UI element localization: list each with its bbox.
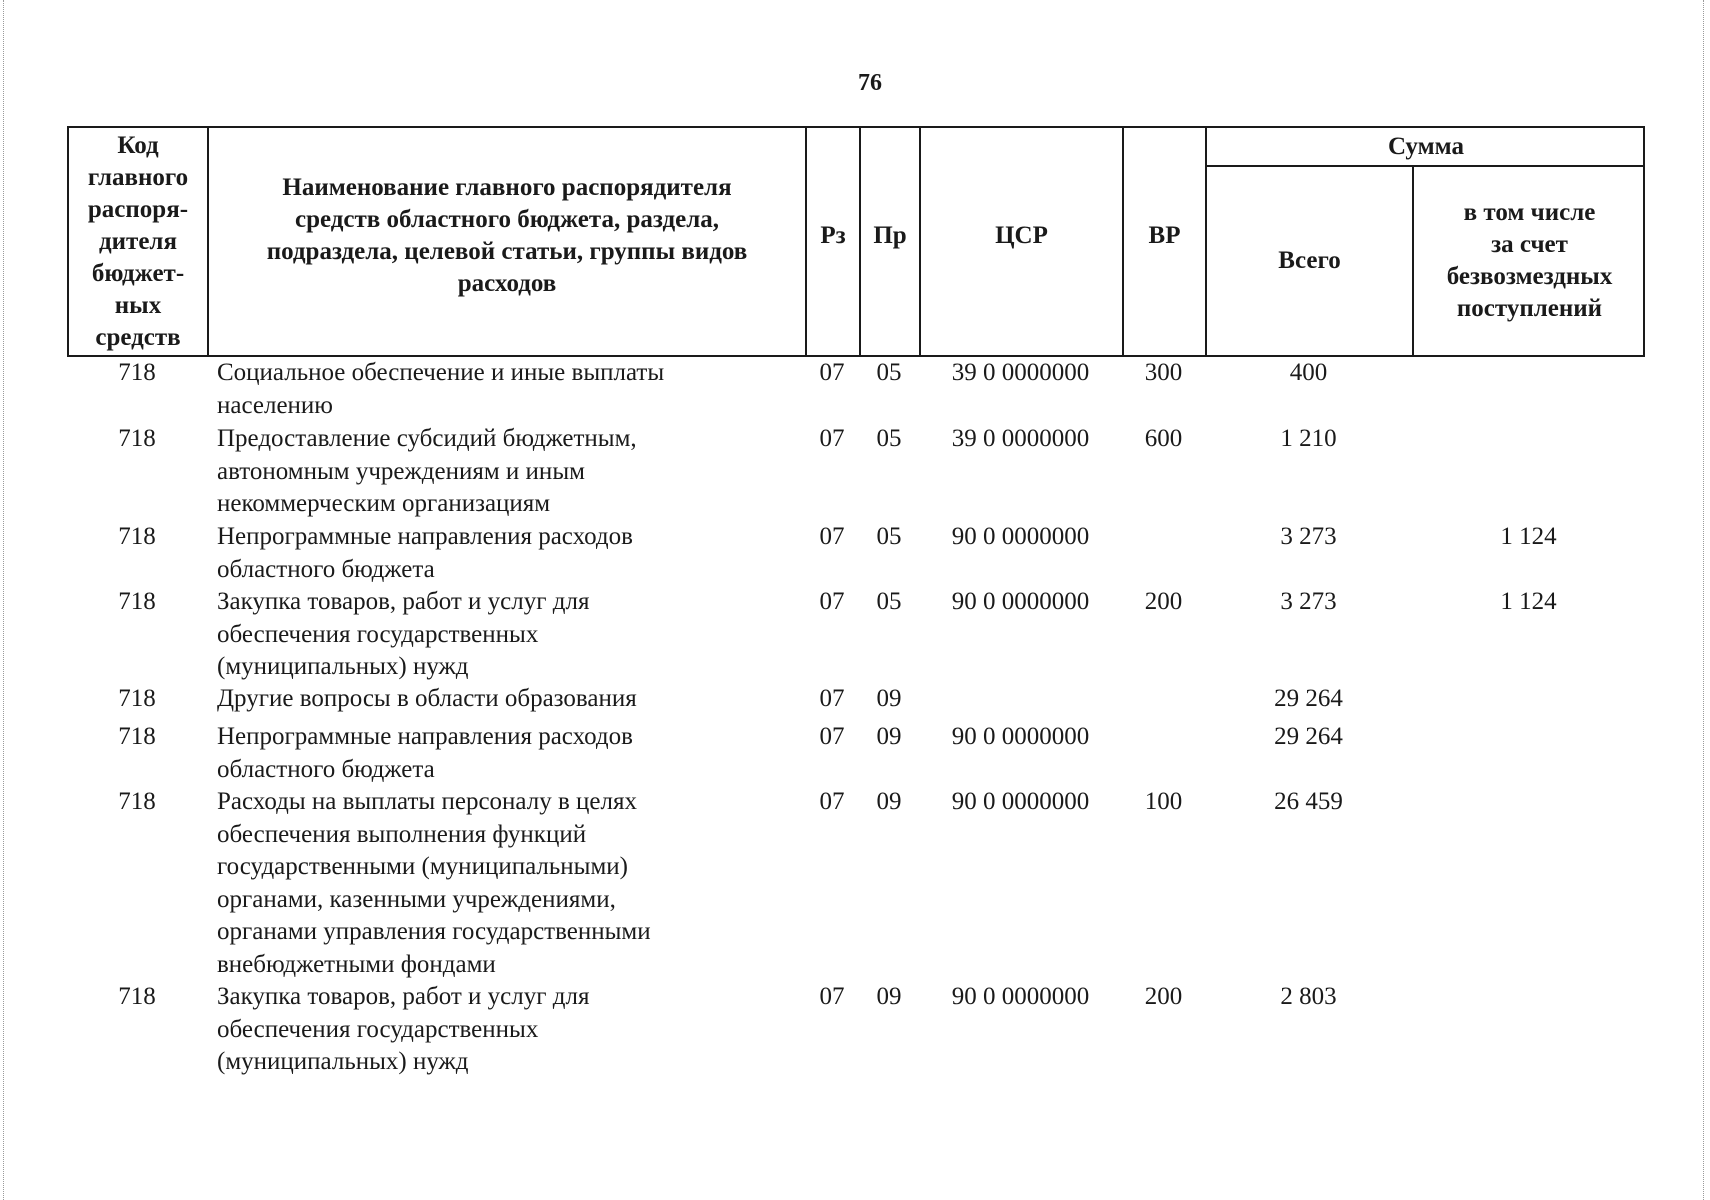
cell-name: Расходы на выплаты персоналу в целях обеспечения выполнения функций государственными (муниципальными) органами, казенными учреждениями, органами управления государственными внебюджетными фондами — [217, 788, 651, 978]
cell-pr: 05 — [876, 359, 902, 386]
cell-name: Другие вопросы в области образования — [217, 685, 637, 712]
header-free: в том числе за счет безвозмездных поступлений — [1446, 199, 1613, 322]
cell-code: 718 — [118, 685, 156, 712]
cell-pr: 05 — [876, 523, 902, 550]
cell-code: 718 — [118, 788, 156, 815]
cell-vr: 600 — [1144, 425, 1183, 452]
cell-name: Предоставление субсидий бюджетным, автономным учреждениям и иным некоммерческим организациям — [217, 425, 637, 517]
cell-total: 1 210 — [1280, 425, 1337, 452]
scan-edge-right — [1703, 0, 1704, 1200]
header-vr: ВР — [1148, 221, 1181, 249]
cell-code: 718 — [118, 588, 156, 615]
cell-pr: 05 — [876, 588, 902, 615]
cell-name: Непрограммные направления расходов областного бюджета — [217, 723, 633, 783]
cell-csr: 90 0 0000000 — [951, 523, 1090, 550]
cell-code: 718 — [118, 723, 156, 750]
cell-rz: 07 — [819, 523, 845, 550]
cell-name: Социальное обеспечение и иные выплаты населению — [217, 359, 665, 419]
cell-rz: 07 — [819, 359, 845, 386]
cell-pr: 09 — [876, 685, 902, 712]
cell-rz: 07 — [819, 425, 845, 452]
header-csr: ЦСР — [995, 221, 1048, 249]
header-total: Всего — [1278, 247, 1341, 274]
cell-name: Закупка товаров, работ и услуг для обеспечения государственных (муниципальных) нужд — [217, 588, 590, 680]
cell-csr: 90 0 0000000 — [951, 723, 1090, 750]
cell-csr: 90 0 0000000 — [951, 983, 1090, 1010]
cell-free: 1 124 — [1500, 588, 1557, 615]
header-name: Наименование главного распорядителя средств областного бюджета, раздела, подраздела, целевой статьи, группы видов расходов — [266, 173, 748, 297]
cell-rz: 07 — [819, 983, 845, 1010]
header-sum: Сумма — [1388, 132, 1464, 160]
cell-rz: 07 — [819, 685, 845, 712]
cell-total: 3 273 — [1280, 588, 1337, 615]
cell-csr: 39 0 0000000 — [951, 425, 1090, 452]
cell-total: 3 273 — [1280, 523, 1337, 550]
cell-total: 29 264 — [1274, 723, 1343, 750]
cell-pr: 09 — [876, 983, 902, 1010]
cell-csr: 39 0 0000000 — [951, 359, 1090, 386]
cell-pr: 09 — [876, 788, 902, 815]
scan-edge-left — [3, 0, 4, 1200]
cell-total: 29 264 — [1274, 685, 1343, 712]
cell-code: 718 — [118, 359, 156, 386]
cell-total: 2 803 — [1280, 983, 1337, 1010]
header-code: Код главного распоря- дителя бюджет- ных средств — [87, 131, 189, 351]
cell-name: Непрограммные направления расходов областного бюджета — [217, 523, 633, 583]
page-number: 76 — [858, 70, 882, 96]
cell-csr: 90 0 0000000 — [951, 588, 1090, 615]
cell-total: 400 — [1289, 359, 1328, 386]
cell-rz: 07 — [819, 588, 845, 615]
cell-vr: 100 — [1144, 788, 1183, 815]
cell-free: 1 124 — [1500, 523, 1557, 550]
cell-code: 718 — [118, 983, 156, 1010]
cell-vr: 200 — [1144, 983, 1183, 1010]
header-pr: Пр — [873, 221, 907, 249]
cell-pr: 05 — [876, 425, 902, 452]
cell-vr: 200 — [1144, 588, 1183, 615]
cell-rz: 07 — [819, 788, 845, 815]
cell-code: 718 — [118, 523, 156, 550]
header-rz: Рз — [820, 221, 846, 249]
cell-csr: 90 0 0000000 — [951, 788, 1090, 815]
cell-rz: 07 — [819, 723, 845, 750]
cell-pr: 09 — [876, 723, 902, 750]
cell-code: 718 — [118, 425, 156, 452]
cell-total: 26 459 — [1274, 788, 1343, 815]
cell-vr: 300 — [1144, 359, 1183, 386]
cell-name: Закупка товаров, работ и услуг для обеспечения государственных (муниципальных) нужд — [217, 983, 590, 1075]
